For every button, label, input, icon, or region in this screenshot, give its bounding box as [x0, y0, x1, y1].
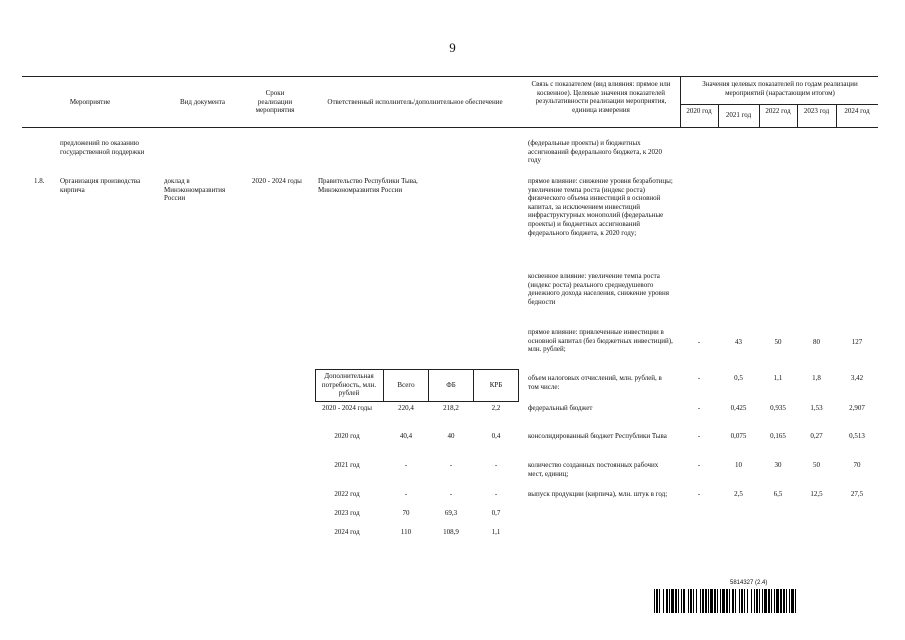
row-event: Организация производства кирпича — [60, 177, 141, 194]
barcode — [654, 589, 870, 613]
funding-fb: 218,2 — [443, 404, 459, 412]
row-executor: Правительство Республики Тыва, Минэкономразвития России — [318, 177, 418, 194]
funding-total: - — [404, 490, 408, 498]
row-doc-type: доклад в Минэкономразвития России — [164, 177, 226, 203]
header-terms: Сроки реализации мероприятия — [255, 89, 295, 115]
indicator-value: - — [697, 404, 701, 412]
indicator-value: 43 — [735, 338, 742, 346]
funding-krb: - — [494, 461, 498, 469]
indicator-value: - — [697, 432, 701, 440]
indicator-label: выпуск продукции (кирпича), млн. штук в год; — [528, 490, 668, 498]
table-header-rule — [22, 127, 878, 128]
barcode-label: 5814327 (2.4) — [730, 580, 768, 586]
funding-total: 40,4 — [399, 432, 413, 440]
indicator-value: 10 — [735, 461, 742, 469]
funding-krb: 2,2 — [491, 404, 501, 412]
funding-fb: - — [449, 461, 453, 469]
indicator-value: - — [697, 490, 701, 498]
year-2024: 2024 год — [844, 107, 870, 115]
year-header-rule — [680, 104, 878, 105]
header-event: Мероприятие — [69, 98, 111, 106]
indirect-influence: косвенное влияние: увеличение темпа роста (индекс роста) реального среднедушевого денежного дохода населения, снижение уровня бедности — [528, 272, 669, 306]
funding-krb: - — [494, 490, 498, 498]
carryover-event: предложений по оказанию государственной поддержки — [60, 139, 145, 156]
barcode-bar — [796, 589, 798, 613]
indicator-value: 50 — [813, 461, 820, 469]
indicator-value: 0,935 — [770, 404, 786, 412]
indicator-value: 6,5 — [773, 490, 783, 498]
indicator-value: 2,907 — [849, 404, 865, 412]
funding-period: 2020 год — [334, 432, 360, 440]
funding-total: - — [404, 461, 408, 469]
indicator-value: 50 — [774, 338, 782, 346]
indicator-value: 0,165 — [770, 432, 786, 440]
indicator-value: 0,27 — [810, 432, 823, 440]
funding-krb: 1,1 — [491, 528, 501, 536]
header-executor: Ответственный исполнитель/дополнительное обеспечение — [327, 98, 503, 106]
funding-period: 2021 год — [334, 461, 360, 469]
funding-period: 2023 год — [334, 509, 360, 517]
funding-fb: 40 — [447, 432, 455, 440]
row-terms: 2020 - 2024 годы — [252, 177, 302, 185]
year-2020: 2020 год — [686, 107, 712, 115]
funding-fb: 108,9 — [443, 528, 459, 536]
funding-total: 70 — [402, 509, 410, 517]
funding-total: 220,4 — [398, 404, 414, 412]
funding-total: 110 — [400, 528, 412, 536]
funding-fb: 69,3 — [444, 509, 458, 517]
indicator-value: 0,425 — [730, 404, 747, 412]
carryover-link: (федеральные проекты) и бюджетных ассигнований федерального бюджета, к 2020 году — [528, 139, 663, 165]
indicator-value: - — [697, 338, 701, 346]
funding-header: Дополнительная потребность, млн. рублей — [321, 372, 377, 398]
indicator-value: 3,42 — [850, 374, 864, 382]
year-2022: 2022 год — [765, 107, 791, 115]
funding-col-total: Всего — [397, 381, 415, 389]
row-number: 1.8. — [34, 177, 45, 185]
funding-fb: - — [449, 490, 453, 498]
header-target-values: Значения целевых показателей по годам реализации мероприятий (нарастающим итогом) — [702, 80, 858, 97]
indicator-label: объем налоговых отчислений, млн. рублей, в том числе: — [528, 374, 662, 391]
funding-col-fb: ФБ — [446, 381, 456, 389]
indicator-value: 0,5 — [734, 374, 743, 382]
direct-influence-2: прямое влияние: привлеченные инвестиции в основной капитал (без бюджетных инвестиций), млн. рублей; — [528, 328, 673, 354]
funding-col-krb: КРБ — [489, 381, 503, 389]
indicator-value: 2,5 — [734, 490, 743, 498]
direct-influence-1: прямое влияние: снижение уровня безработицы; увеличение темпа роста (индекс роста) физического объема инвестиций в основной капитал, за исключением инвестиций инфраструктурных монополий (федеральные проекты) и бюджетных ассигнований федерального бюджета, к 2020 году; — [528, 177, 673, 237]
funding-period: 2022 год — [334, 490, 360, 498]
indicator-label: консолидированный бюджет Республики Тыва — [528, 432, 667, 440]
page-number: 9 — [449, 40, 456, 55]
table-top-rule — [22, 76, 878, 77]
header-doc-type: Вид документа — [179, 98, 226, 106]
indicator-value: 0,075 — [730, 432, 747, 440]
funding-period: 2024 год — [334, 528, 360, 536]
indicator-value: 1,1 — [773, 374, 783, 382]
header-link: Связь с показателем (вид влияния: прямое или косвенное). Целевые значения показателей результативности реализации мероприятия, единица измерения — [531, 80, 671, 114]
year-2021: 2021 год — [725, 111, 752, 119]
indicator-value: 1,8 — [812, 374, 821, 382]
header-divider — [680, 76, 681, 127]
indicator-value: 80 — [813, 338, 820, 346]
funding-krb: 0,7 — [491, 509, 501, 517]
funding-krb: 0,4 — [491, 432, 501, 440]
indicator-value: 12,5 — [810, 490, 823, 498]
year-2023: 2023 год — [803, 107, 830, 115]
indicator-value: 127 — [851, 338, 863, 346]
indicator-value: - — [697, 461, 701, 469]
indicator-value: 1,53 — [810, 404, 823, 412]
indicator-value: 0,513 — [849, 432, 865, 440]
indicator-value: 70 — [853, 461, 861, 469]
indicator-value: 30 — [774, 461, 782, 469]
indicator-label: федеральный бюджет — [528, 404, 593, 412]
indicator-label: количество созданных постоянных рабочих мест, единиц; — [528, 461, 659, 478]
indicator-value: - — [697, 374, 701, 382]
funding-period: 2020 - 2024 годы — [322, 404, 372, 412]
indicator-value: 27,5 — [850, 490, 864, 498]
